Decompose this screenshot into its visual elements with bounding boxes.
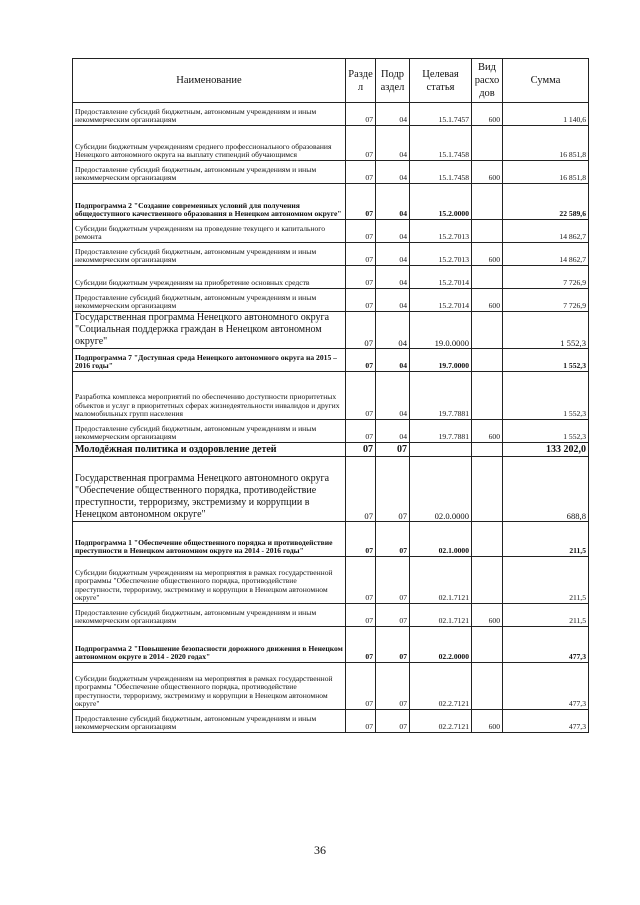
- row-amount: 211,5: [503, 604, 589, 627]
- row-section: 07: [346, 522, 376, 557]
- row-section: 07: [346, 312, 376, 349]
- row-expense-type: [472, 372, 503, 420]
- header-target-article: Целевая статья: [410, 59, 472, 103]
- row-target-article: 15.1.7457: [410, 103, 472, 126]
- row-target-article: 02.0.0000: [410, 457, 472, 522]
- row-name: Субсидии бюджетным учреждениям среднего профессионального образования Ненецкого автономного округа на выплату стипендий обучающимся: [73, 126, 346, 161]
- row-subsection: 07: [376, 522, 410, 557]
- row-target-article: 19.7.7881: [410, 420, 472, 443]
- row-amount: 1 552,3: [503, 420, 589, 443]
- row-section: 07: [346, 557, 376, 604]
- row-expense-type: 600: [472, 103, 503, 126]
- table-row: [73, 184, 589, 220]
- row-subsection: 04: [376, 243, 410, 266]
- row-expense-type: [472, 266, 503, 289]
- row-subsection: 04: [376, 266, 410, 289]
- row-subsection: 07: [376, 604, 410, 627]
- row-amount: 14 862,7: [503, 243, 589, 266]
- table-row: [73, 557, 589, 604]
- row-expense-type: [472, 557, 503, 604]
- table-row: [73, 457, 589, 522]
- row-name: Государственная программа Ненецкого автономного округа "Социальная поддержка граждан в Ненецком автономном округе": [73, 312, 346, 349]
- row-subsection: 07: [376, 457, 410, 522]
- row-section: 07: [346, 161, 376, 184]
- row-section: 07: [346, 220, 376, 243]
- row-target-article: 15.2.7014: [410, 266, 472, 289]
- row-amount: 477,3: [503, 627, 589, 663]
- row-section: 07: [346, 420, 376, 443]
- page-number: 36: [314, 843, 326, 857]
- row-section: 07: [346, 184, 376, 220]
- row-expense-type: [472, 220, 503, 243]
- table-row: [73, 161, 589, 184]
- row-section: 07: [346, 710, 376, 733]
- header-amount: Сумма: [503, 59, 589, 103]
- row-subsection: 04: [376, 289, 410, 312]
- row-amount: 1 552,3: [503, 372, 589, 420]
- row-section: 07: [346, 663, 376, 710]
- table-row: [73, 443, 589, 457]
- row-amount: 688,8: [503, 457, 589, 522]
- row-section: 07: [346, 103, 376, 126]
- row-name: Субсидии бюджетным учреждениям на мероприятия в рамках государственной программы "Обеспечение общественного порядка, противодействие преступности, терроризму, экстремизму и коррупции в Ненецком автономном округе": [73, 663, 346, 710]
- table-row: [73, 266, 589, 289]
- row-target-article: 02.1.7121: [410, 604, 472, 627]
- row-section: 07: [346, 349, 376, 372]
- row-target-article: 15.2.0000: [410, 184, 472, 220]
- row-section: 07: [346, 627, 376, 663]
- row-target-article: 02.2.0000: [410, 627, 472, 663]
- table-row: [73, 627, 589, 663]
- table-row: [73, 420, 589, 443]
- row-name: Субсидии бюджетным учреждениям на приобретение основных средств: [73, 266, 346, 289]
- table-row: [73, 289, 589, 312]
- table-header-row: [73, 59, 589, 103]
- row-section: 07: [346, 266, 376, 289]
- row-name: Предоставление субсидий бюджетным, автономным учреждениям и иным некоммерческим организациям: [73, 604, 346, 627]
- row-name: Разработка комплекса мероприятий по обеспечению доступности приоритетных объектов и услуг в приоритетных сферах жизнедеятельности инвалидов и других маломобильных групп населения: [73, 372, 346, 420]
- row-target-article: 19.7.7881: [410, 372, 472, 420]
- row-target-article: 15.2.7013: [410, 243, 472, 266]
- row-name: Предоставление субсидий бюджетным, автономным учреждениям и иным некоммерческим организациям: [73, 243, 346, 266]
- row-subsection: 04: [376, 184, 410, 220]
- row-amount: 211,5: [503, 557, 589, 604]
- row-expense-type: 600: [472, 604, 503, 627]
- row-section: 07: [346, 243, 376, 266]
- header-expense-type: Вид расхо дов: [472, 59, 503, 103]
- row-expense-type: 600: [472, 243, 503, 266]
- table-row: [73, 604, 589, 627]
- table-row: [73, 710, 589, 733]
- row-subsection: 04: [376, 126, 410, 161]
- row-subsection: 04: [376, 349, 410, 372]
- row-subsection: 04: [376, 161, 410, 184]
- row-name: Предоставление субсидий бюджетным, автономным учреждениям и иным некоммерческим организациям: [73, 420, 346, 443]
- row-target-article: 19.0.0000: [410, 312, 472, 349]
- row-name: Субсидии бюджетным учреждениям на проведение текущего и капитального ремонта: [73, 220, 346, 243]
- row-expense-type: 600: [472, 710, 503, 733]
- header-subsection: Подр аздел: [376, 59, 410, 103]
- table-row: [73, 220, 589, 243]
- row-amount: 1 552,3: [503, 349, 589, 372]
- header-name: Наименование: [73, 59, 346, 103]
- row-expense-type: [472, 126, 503, 161]
- row-target-article: 15.1.7458: [410, 161, 472, 184]
- row-amount: 7 726,9: [503, 289, 589, 312]
- row-name: Государственная программа Ненецкого автономного округа "Обеспечение общественного порядка, противодействие преступности, терроризму, экстремизму и коррупции в Ненецком автономном округе": [73, 457, 346, 522]
- table-body: [73, 103, 589, 733]
- table-row: [73, 126, 589, 161]
- row-name: Подпрограмма 2 "Создание современных условий для получения общедоступного качественного образования в Ненецком автономном округе": [73, 184, 346, 220]
- row-expense-type: [472, 312, 503, 349]
- row-name: Молодёжная политика и оздоровление детей: [73, 443, 346, 457]
- budget-table: [72, 58, 589, 733]
- table-row: [73, 372, 589, 420]
- table-row: [73, 663, 589, 710]
- row-amount: 1 140,6: [503, 103, 589, 126]
- row-expense-type: [472, 627, 503, 663]
- row-section: 07: [346, 289, 376, 312]
- row-name: Подпрограмма 1 "Обеспечение общественного порядка и противодействие преступности в Ненецком автономном округе на 2014 - 2016 годы": [73, 522, 346, 557]
- table-row: [73, 312, 589, 349]
- table-row: [73, 349, 589, 372]
- row-amount: 14 862,7: [503, 220, 589, 243]
- row-amount: 477,3: [503, 663, 589, 710]
- row-name: Подпрограмма 2 "Повышение безопасности дорожного движения в Ненецком автономном округе в 2014 - 2020 годах": [73, 627, 346, 663]
- row-amount: 16 851,8: [503, 126, 589, 161]
- table-row: [73, 243, 589, 266]
- row-expense-type: [472, 349, 503, 372]
- row-amount: 22 589,6: [503, 184, 589, 220]
- row-expense-type: [472, 457, 503, 522]
- row-target-article: 02.2.7121: [410, 663, 472, 710]
- row-section: 07: [346, 126, 376, 161]
- row-target-article: 15.2.7013: [410, 220, 472, 243]
- row-expense-type: [472, 522, 503, 557]
- row-expense-type: 600: [472, 420, 503, 443]
- row-subsection: 04: [376, 312, 410, 349]
- row-subsection: 07: [376, 663, 410, 710]
- table-row: [73, 103, 589, 126]
- row-name: Подпрограмма 7 "Доступная среда Ненецкого автономного округа на 2015 – 2016 годы": [73, 349, 346, 372]
- row-name: Предоставление субсидий бюджетным, автономным учреждениям и иным некоммерческим организациям: [73, 289, 346, 312]
- row-target-article: 02.1.7121: [410, 557, 472, 604]
- row-amount: 7 726,9: [503, 266, 589, 289]
- row-amount: 477,3: [503, 710, 589, 733]
- row-section: 07: [346, 372, 376, 420]
- row-name: Предоставление субсидий бюджетным, автономным учреждениям и иным некоммерческим организациям: [73, 161, 346, 184]
- row-expense-type: [472, 663, 503, 710]
- row-subsection: 07: [376, 627, 410, 663]
- row-expense-type: [472, 443, 503, 457]
- row-subsection: 04: [376, 103, 410, 126]
- row-amount: 211,5: [503, 522, 589, 557]
- row-expense-type: 600: [472, 161, 503, 184]
- row-subsection: 04: [376, 420, 410, 443]
- row-target-article: 02.2.7121: [410, 710, 472, 733]
- row-target-article: [410, 443, 472, 457]
- row-expense-type: 600: [472, 289, 503, 312]
- row-name: Предоставление субсидий бюджетным, автономным учреждениям и иным некоммерческим организациям: [73, 103, 346, 126]
- row-section: 07: [346, 604, 376, 627]
- row-target-article: 19.7.0000: [410, 349, 472, 372]
- row-target-article: 15.1.7458: [410, 126, 472, 161]
- row-target-article: 15.2.7014: [410, 289, 472, 312]
- row-expense-type: [472, 184, 503, 220]
- table-row: [73, 522, 589, 557]
- header-section: Разде л: [346, 59, 376, 103]
- row-subsection: 07: [376, 557, 410, 604]
- row-subsection: 04: [376, 372, 410, 420]
- row-subsection: 07: [376, 710, 410, 733]
- row-amount: 16 851,8: [503, 161, 589, 184]
- row-subsection: 07: [376, 443, 410, 457]
- row-section: 07: [346, 457, 376, 522]
- row-amount: 1 552,3: [503, 312, 589, 349]
- row-subsection: 04: [376, 220, 410, 243]
- row-name: Субсидии бюджетным учреждениям на мероприятия в рамках государственной программы "Обеспечение общественного порядка, противодействие преступности, терроризму, экстремизму и коррупции в Ненецком автономном округе": [73, 557, 346, 604]
- row-target-article: 02.1.0000: [410, 522, 472, 557]
- row-name: Предоставление субсидий бюджетным, автономным учреждениям и иным некоммерческим организациям: [73, 710, 346, 733]
- row-section: 07: [346, 443, 376, 457]
- row-amount: 133 202,0: [503, 443, 589, 457]
